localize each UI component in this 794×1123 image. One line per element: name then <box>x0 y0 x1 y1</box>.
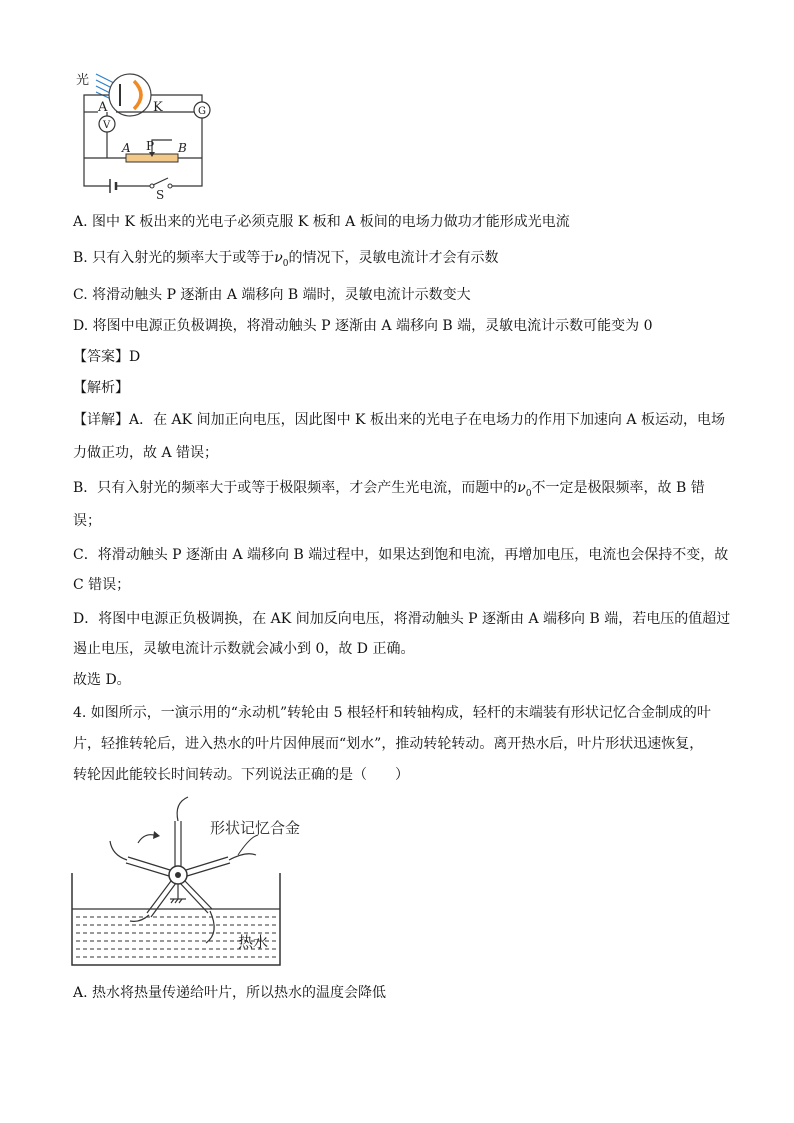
nu-symbol: ν <box>274 250 283 266</box>
detail-B-line2: 误； <box>73 513 101 529</box>
detail-nu-symbol: ν <box>517 480 526 496</box>
phototube <box>109 74 151 116</box>
rheostat-label-P: P <box>146 139 155 153</box>
label-A: A <box>98 100 108 115</box>
rotation-arrow <box>138 835 154 843</box>
detail-D-line2: 遏止电压，灵敏电流计示数就会减小到 0，故 D 正确。 <box>73 641 415 657</box>
detail-B-post: 不一定是极限频率，故 B 错 <box>531 480 705 496</box>
water-tank <box>72 873 280 965</box>
label-G: G <box>198 106 206 117</box>
label-V: V <box>103 120 111 131</box>
option-D: D. 将图中电源正负极调换，将滑动触头 P 逐渐由 A 端移向 B 端，灵敏电流计示数可能变为 0 <box>73 318 653 334</box>
analysis-label: 【解析】 <box>73 380 129 396</box>
label-K: K <box>153 100 163 115</box>
option-B-pre: B. 只有入射光的频率大于或等于 <box>73 250 275 266</box>
conclusion: 故选 D。 <box>73 672 131 688</box>
q4-line1: 4. 如图所示，一演示用的“永动机”转轮由 5 根轻杆和转轴构成，轻杆的末端装有形状记忆合金制成的叶 <box>73 705 711 721</box>
answer-line <box>73 347 140 367</box>
detail-A-line1: 【详解】A．在 AK 间加正向电压，因此图中 K 板出来的光电子在电场力的作用下加速向 A 板运动，电场 <box>73 412 725 428</box>
option-A: A. 图中 K 板出来的光电子必须克服 K 板和 A 板间的电场力做功才能形成光电流 <box>73 214 570 230</box>
detail-B-pre: B．只有入射光的频率大于或等于极限频率，才会产生光电流，而题中的 <box>73 480 518 496</box>
nu-subscript: 0 <box>282 258 289 269</box>
detail-C-line1: C．将滑动触头 P 逐渐由 A 端移向 B 端过程中，如果达到饱和电流，再增加电压，电流也会保持不变，故 <box>73 547 729 563</box>
switch-lever <box>153 178 168 185</box>
option-C: C. 将滑动触头 P 逐渐由 A 端移向 B 端时，灵敏电流计示数变大 <box>73 287 471 303</box>
photoelectric-circuit-figure <box>70 68 220 200</box>
alloy-pointer <box>238 835 258 855</box>
option-B <box>73 248 498 274</box>
label-hot-water: 热水 <box>238 933 269 951</box>
light-label: 光 <box>76 73 90 88</box>
answer-label: 【答案】 <box>73 349 129 365</box>
perpetual-wheel-figure <box>70 795 310 970</box>
label-alloy: 形状记忆合金 <box>210 819 301 837</box>
q4-line3: 转轮因此能较长时间转动。下列说法正确的是（ ） <box>73 767 409 783</box>
rheostat-label-B: B <box>178 141 187 155</box>
q4-line2: 片，轻推转轮后，进入热水的叶片因伸展而“划水”，推动转轮转动。离开热水后，叶片形状迅速恢复， <box>73 736 704 752</box>
q4-option-A: A. 热水将热量传递给叶片，所以热水的温度会降低 <box>73 985 387 1001</box>
detail-nu-subscript: 0 <box>525 488 532 499</box>
rheostat-label-A: A <box>122 141 131 155</box>
option-B-post: 的情况下，灵敏电流计才会有示数 <box>288 250 499 266</box>
detail-B-line1 <box>73 478 705 504</box>
detail-C-line2: C 错误； <box>73 577 131 593</box>
detail-A-line2: 力做正功，故 A 错误； <box>73 445 219 461</box>
label-S: S <box>156 188 165 200</box>
answer-value: D <box>129 349 141 365</box>
detail-D-line1: D．将图中电源正负极调换，在 AK 间加反向电压，将滑动触头 P 逐渐由 A 端移向 B 端，若电压的值超过 <box>73 611 731 627</box>
